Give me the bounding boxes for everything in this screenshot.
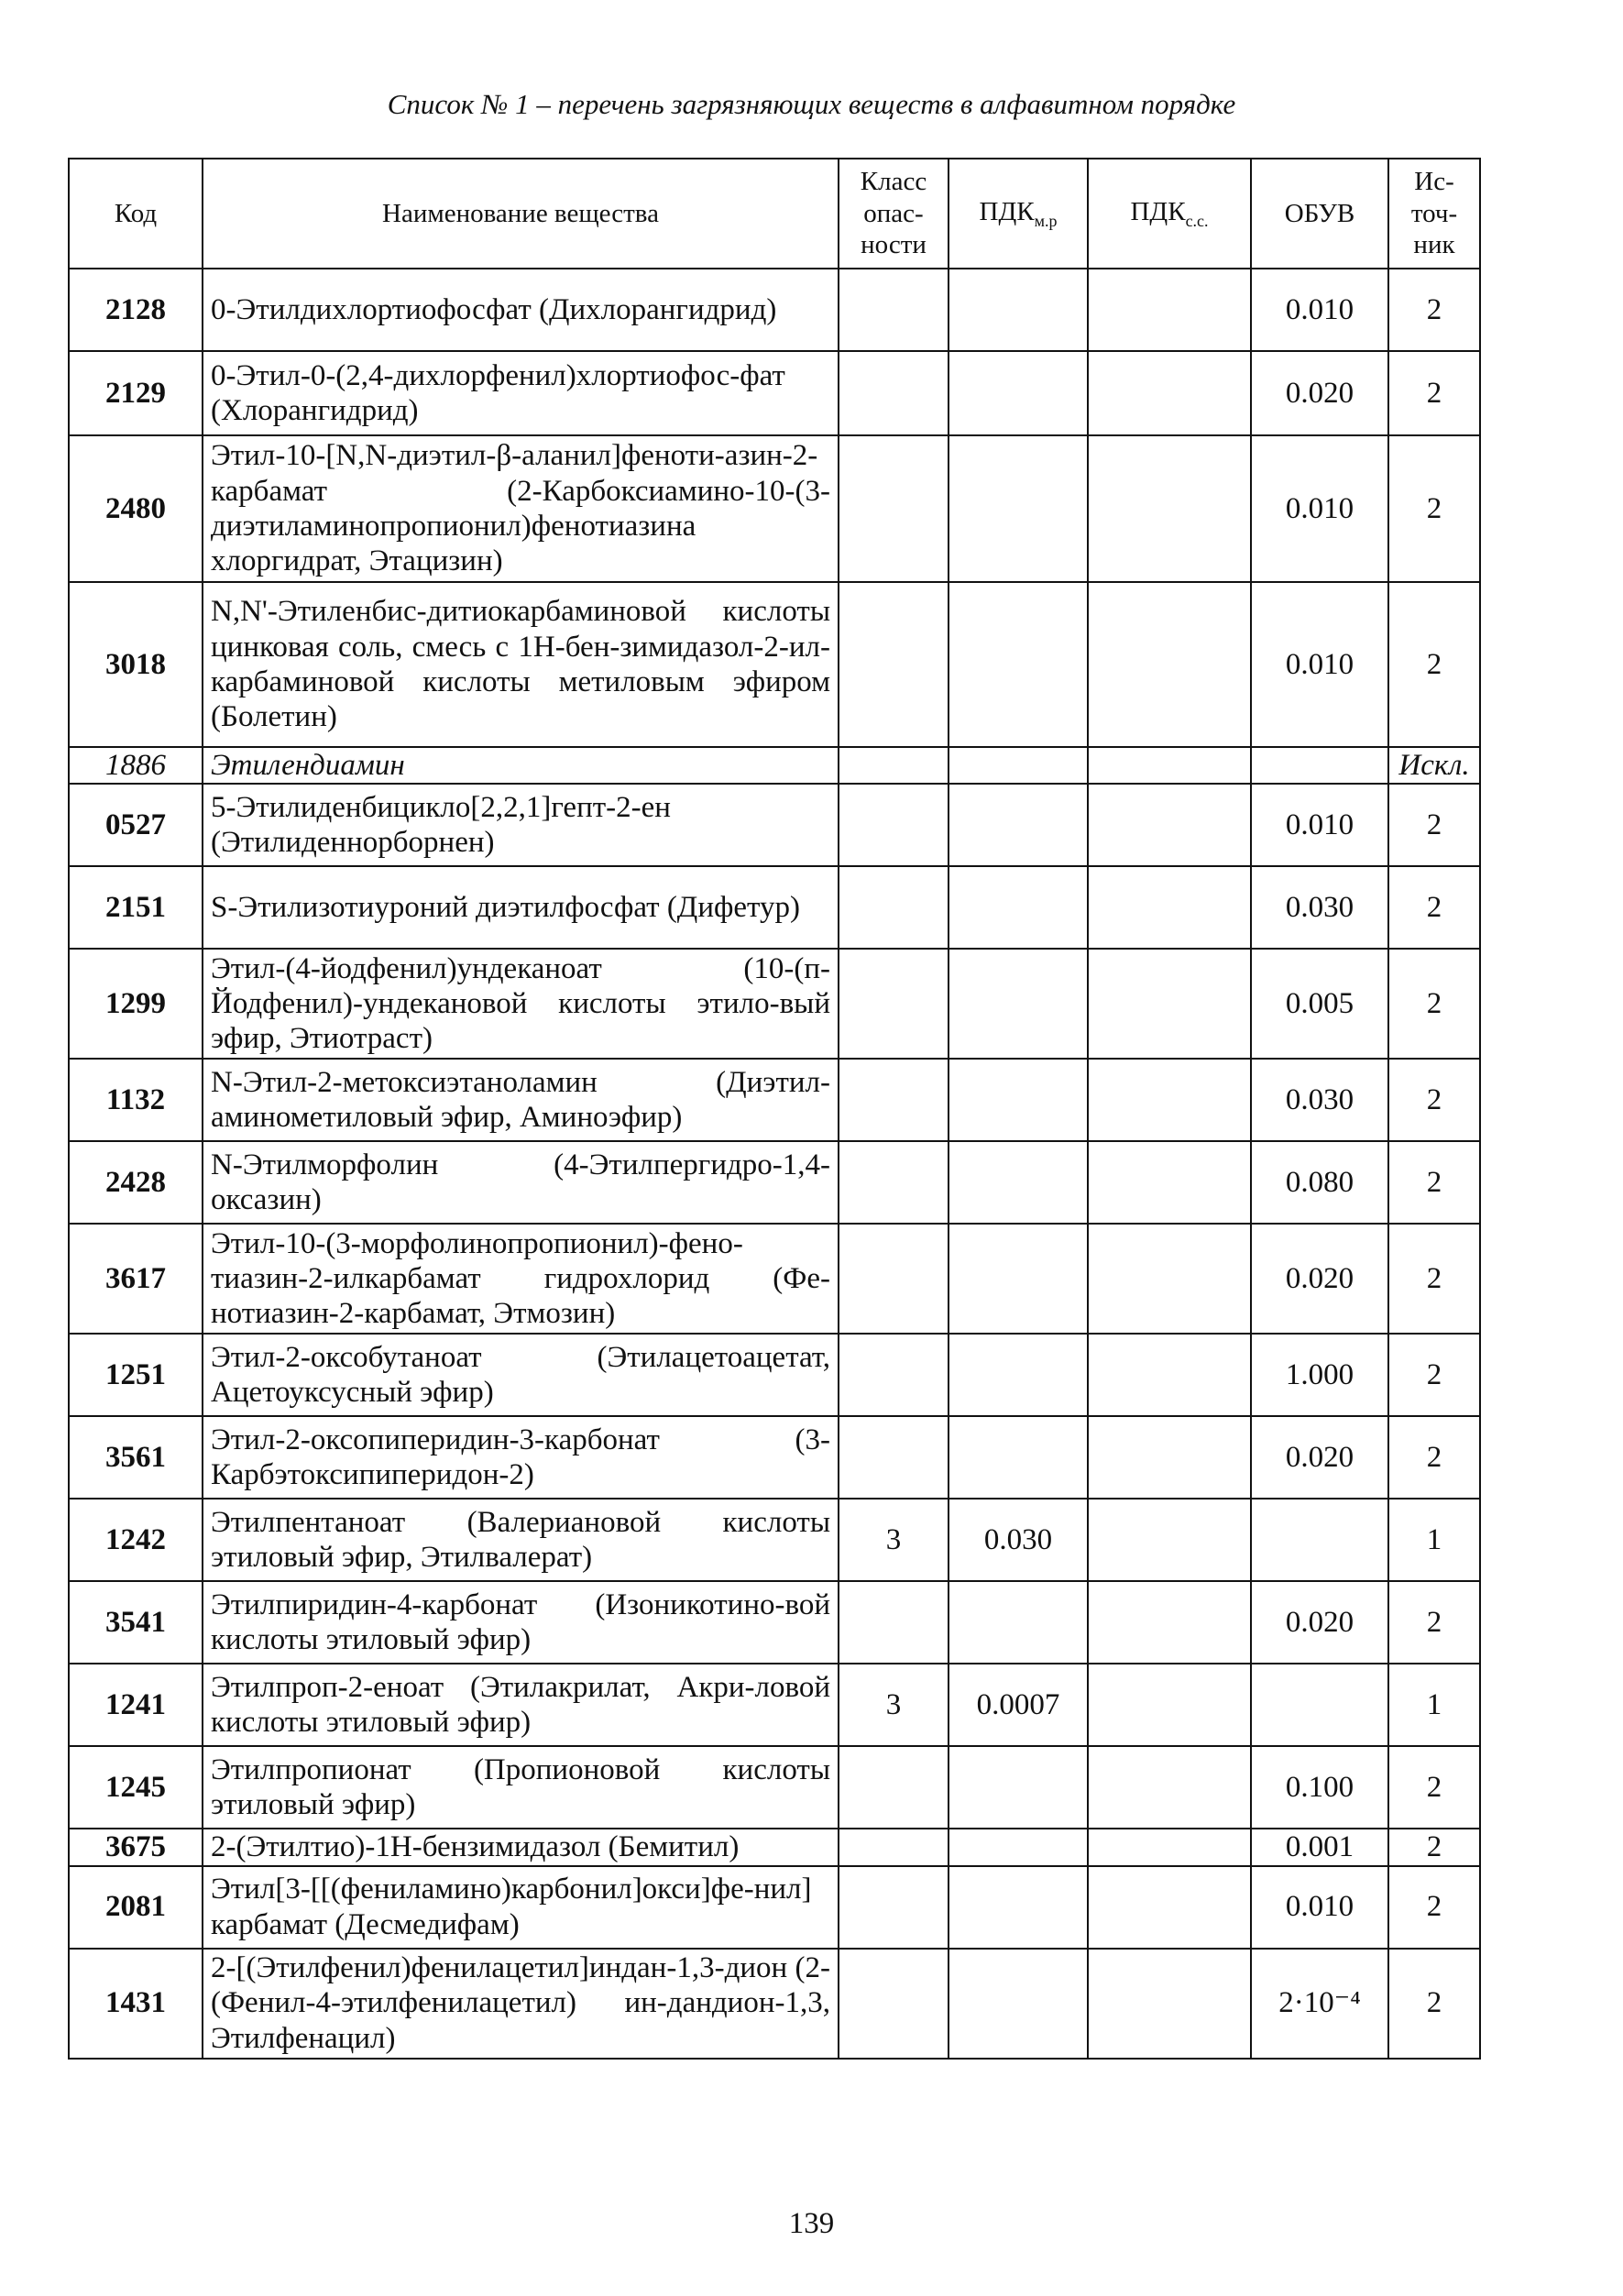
code-cell: 1251 <box>69 1334 203 1416</box>
hazard-class-cell <box>839 1416 949 1499</box>
pdk-mr-cell <box>949 1746 1088 1829</box>
hazard-class-cell: 3 <box>839 1499 949 1581</box>
substance-name-cell: Этил-10-[N,N-диэтил-β-аланил]феноти-азин-2-карбамат (2-Карбоксиамино-10-(3-диэтиламинопропионил)фенотиазина хлоргидрат, Этацизин) <box>203 435 839 582</box>
table-row <box>69 1499 1480 1581</box>
header-pdk-mr-label: ПДК <box>979 196 1035 226</box>
source-cell: 2 <box>1388 1581 1480 1664</box>
hazard-class-cell <box>839 1746 949 1829</box>
obuv-cell: 0.010 <box>1251 269 1388 351</box>
hazard-class-cell <box>839 1949 949 2059</box>
pdk-ss-cell <box>1088 582 1251 747</box>
hazard-class-cell <box>839 1581 949 1664</box>
hazard-class-cell <box>839 866 949 949</box>
header-name: Наименование вещества <box>203 159 839 269</box>
hazard-class-cell <box>839 435 949 582</box>
pdk-ss-cell <box>1088 1059 1251 1141</box>
code-cell: 2428 <box>69 1141 203 1224</box>
pdk-ss-cell <box>1088 1829 1251 1865</box>
table-row <box>69 1416 1480 1499</box>
page-number: 139 <box>788 2207 835 2240</box>
obuv-cell: 0.030 <box>1251 866 1388 949</box>
pdk-ss-cell <box>1088 1416 1251 1499</box>
code-cell: 3018 <box>69 582 203 747</box>
obuv-cell: 1.000 <box>1251 1334 1388 1416</box>
pdk-mr-cell <box>949 747 1088 784</box>
code-cell: 3541 <box>69 1581 203 1664</box>
header-pdk-ss <box>1088 159 1251 269</box>
obuv-cell: 0.030 <box>1251 1059 1388 1141</box>
code-cell: 2480 <box>69 435 203 582</box>
hazard-class-cell: 3 <box>839 1664 949 1746</box>
table-row <box>69 1829 1480 1865</box>
code-cell: 1431 <box>69 1949 203 2059</box>
hazard-class-cell <box>839 1829 949 1865</box>
pdk-ss-cell <box>1088 269 1251 351</box>
pdk-mr-cell: 0.030 <box>949 1499 1088 1581</box>
obuv-cell: 0.010 <box>1251 582 1388 747</box>
substance-name-cell: Этилпропионат (Пропионовой кислоты этиловый эфир) <box>203 1746 839 1829</box>
source-cell: 2 <box>1388 784 1480 866</box>
substance-name-cell: 5-Этилиденбицикло[2,2,1]гепт-2-ен (Этилиденнорборнен) <box>203 784 839 866</box>
source-cell: 2 <box>1388 866 1480 949</box>
table-body <box>69 269 1480 2059</box>
pdk-ss-cell <box>1088 949 1251 1059</box>
obuv-cell: 0.020 <box>1251 1581 1388 1664</box>
pdk-mr-cell <box>949 582 1088 747</box>
hazard-class-cell <box>839 784 949 866</box>
obuv-cell: 0.005 <box>1251 949 1388 1059</box>
substance-name-cell: Этилпроп-2-еноат (Этилакрилат, Акри-ловой кислоты этиловый эфир) <box>203 1664 839 1746</box>
pdk-mr-cell <box>949 1059 1088 1141</box>
pdk-ss-cell <box>1088 1746 1251 1829</box>
page-title: Список № 1 – перечень загрязняющих веществ в алфавитном порядке <box>387 88 1236 120</box>
code-cell: 1886 <box>69 747 203 784</box>
table-row <box>69 582 1480 747</box>
pdk-mr-cell <box>949 435 1088 582</box>
code-cell: 2151 <box>69 866 203 949</box>
substance-name-cell: N-Этилморфолин (4-Этилпергидро-1,4-оксазин) <box>203 1141 839 1224</box>
header-source <box>1388 159 1480 269</box>
pdk-mr-cell <box>949 1829 1088 1865</box>
pdk-ss-cell <box>1088 866 1251 949</box>
obuv-cell <box>1251 1499 1388 1581</box>
pdk-mr-cell <box>949 1949 1088 2059</box>
obuv-cell: 0.100 <box>1251 1746 1388 1829</box>
pdk-mr-cell <box>949 784 1088 866</box>
pdk-ss-cell <box>1088 1664 1251 1746</box>
hazard-class-cell <box>839 582 949 747</box>
code-cell: 1132 <box>69 1059 203 1141</box>
header-pdk-mr <box>949 159 1088 269</box>
hazard-class-cell <box>839 949 949 1059</box>
substance-name-cell: 0-Этил-0-(2,4-дихлорфенил)хлортиофос-фат (Хлорангидрид) <box>203 351 839 435</box>
hazard-class-cell <box>839 1059 949 1141</box>
substance-name-cell: 2-(Этилтио)-1Н-бензимидазол (Бемитил) <box>203 1829 839 1865</box>
obuv-cell: 0.020 <box>1251 351 1388 435</box>
pdk-ss-cell <box>1088 784 1251 866</box>
pdk-mr-cell <box>949 1334 1088 1416</box>
pdk-ss-cell <box>1088 1866 1251 1949</box>
substance-name-cell: 2-[(Этилфенил)фенилацетил]индан-1,3-дион (2-(Фенил-4-этилфенилацетил) ин-дандион-1,3, Этилфенацил) <box>203 1949 839 2059</box>
source-cell: 2 <box>1388 1224 1480 1334</box>
source-cell: 2 <box>1388 269 1480 351</box>
code-cell: 1242 <box>69 1499 203 1581</box>
code-cell: 0527 <box>69 784 203 866</box>
source-cell: 1 <box>1388 1499 1480 1581</box>
pdk-mr-cell <box>949 269 1088 351</box>
code-cell: 1245 <box>69 1746 203 1829</box>
table-row <box>69 1581 1480 1664</box>
source-cell: 2 <box>1388 1141 1480 1224</box>
hazard-class-cell <box>839 269 949 351</box>
hazard-class-cell <box>839 1334 949 1416</box>
obuv-cell: 0.001 <box>1251 1829 1388 1865</box>
source-cell: 2 <box>1388 351 1480 435</box>
header-source-label: Ис-точ-ник <box>1410 166 1458 260</box>
hazard-class-cell <box>839 1141 949 1224</box>
pdk-mr-cell: 0.0007 <box>949 1664 1088 1746</box>
substance-name-cell: Этилендиамин <box>203 747 839 784</box>
pdk-mr-cell <box>949 351 1088 435</box>
table-row <box>69 269 1480 351</box>
source-cell: 2 <box>1388 582 1480 747</box>
table-row <box>69 1059 1480 1141</box>
table-row <box>69 1224 1480 1334</box>
pdk-ss-cell <box>1088 747 1251 784</box>
pdk-mr-cell <box>949 1581 1088 1664</box>
substance-name-cell: Этил-10-(3-морфолинопропионил)-фено-тиазин-2-илкарбамат гидрохлорид (Фе-нотиазин-2-карбамат, Этмозин) <box>203 1224 839 1334</box>
substance-name-cell: Этил-(4-йодфенил)ундеканоат (10-(п-Йодфенил)-ундекановой кислоты этило-вый эфир, Этиотраст) <box>203 949 839 1059</box>
header-class-label: Класс опас-ности <box>860 166 927 260</box>
substance-name-cell: N,N'-Этиленбис-дитиокарбаминовой кислоты цинковая соль, смесь с 1Н-бен-зимидазол-2-ил-карбаминовой кислоты метиловым эфиром (Болетин) <box>203 582 839 747</box>
pdk-mr-cell <box>949 1141 1088 1224</box>
table-row <box>69 1746 1480 1829</box>
source-cell: 2 <box>1388 1334 1480 1416</box>
substance-name-cell: N-Этил-2-метоксиэтаноламин (Диэтил-аминометиловый эфир, Аминоэфир) <box>203 1059 839 1141</box>
table-row <box>69 1664 1480 1746</box>
obuv-cell: 0.080 <box>1251 1141 1388 1224</box>
code-cell: 2128 <box>69 269 203 351</box>
table-row <box>69 1141 1480 1224</box>
obuv-cell: 0.020 <box>1251 1224 1388 1334</box>
code-cell: 3561 <box>69 1416 203 1499</box>
table-row <box>69 435 1480 582</box>
table-row <box>69 1334 1480 1416</box>
header-pdk-mr-sub: м.р <box>1034 211 1058 230</box>
code-cell: 2081 <box>69 1866 203 1949</box>
header-obuv: ОБУВ <box>1251 159 1388 269</box>
obuv-cell <box>1251 747 1388 784</box>
code-cell: 2129 <box>69 351 203 435</box>
hazard-class-cell <box>839 747 949 784</box>
pdk-mr-cell <box>949 1416 1088 1499</box>
source-cell: 2 <box>1388 1416 1480 1499</box>
source-cell: 2 <box>1388 435 1480 582</box>
substance-name-cell: Этил-2-оксобутаноат (Этилацетоацетат, Ацетоуксусный эфир) <box>203 1334 839 1416</box>
table-row <box>69 866 1480 949</box>
source-cell: 2 <box>1388 1059 1480 1141</box>
pdk-ss-cell <box>1088 1581 1251 1664</box>
obuv-cell: 2·10⁻⁴ <box>1251 1949 1388 2059</box>
source-cell: 2 <box>1388 1866 1480 1949</box>
source-cell: 2 <box>1388 949 1480 1059</box>
table-row <box>69 1866 1480 1949</box>
pdk-mr-cell <box>949 1224 1088 1334</box>
substance-name-cell: 0-Этилдихлортиофосфат (Дихлорангидрид) <box>203 269 839 351</box>
table-row <box>69 747 1480 784</box>
pdk-ss-cell <box>1088 351 1251 435</box>
source-cell: 2 <box>1388 1746 1480 1829</box>
code-cell: 3675 <box>69 1829 203 1865</box>
source-cell: Искл. <box>1388 747 1480 784</box>
hazard-class-cell <box>839 1224 949 1334</box>
table-row <box>69 1949 1480 2059</box>
pdk-mr-cell <box>949 866 1088 949</box>
pdk-ss-cell <box>1088 1224 1251 1334</box>
header-pdk-ss-sub: с.с. <box>1185 211 1209 230</box>
code-cell: 1241 <box>69 1664 203 1746</box>
table-row <box>69 949 1480 1059</box>
substance-name-cell: Этил[3-[[(фениламино)карбонил]окси]фе-нил] карбамат (Десмедифам) <box>203 1866 839 1949</box>
table-row <box>69 351 1480 435</box>
substance-name-cell: Этилпентаноат (Валериановой кислоты этиловый эфир, Этилвалерат) <box>203 1499 839 1581</box>
header-code: Код <box>69 159 203 269</box>
substance-name-cell: Этилпиридин-4-карбонат (Изоникотино-вой кислоты этиловый эфир) <box>203 1581 839 1664</box>
pdk-mr-cell <box>949 1866 1088 1949</box>
pdk-ss-cell <box>1088 1499 1251 1581</box>
pdk-ss-cell <box>1088 1949 1251 2059</box>
obuv-cell <box>1251 1664 1388 1746</box>
obuv-cell: 0.020 <box>1251 1416 1388 1499</box>
obuv-cell: 0.010 <box>1251 435 1388 582</box>
code-cell: 3617 <box>69 1224 203 1334</box>
hazard-class-cell <box>839 1866 949 1949</box>
header-pdk-ss-label: ПДК <box>1130 196 1186 226</box>
source-cell: 1 <box>1388 1664 1480 1746</box>
header-class <box>839 159 949 269</box>
substance-name-cell: Этил-2-оксопиперидин-3-карбонат (3-Карбэтоксипиперидон-2) <box>203 1416 839 1499</box>
source-cell: 2 <box>1388 1829 1480 1865</box>
obuv-cell: 0.010 <box>1251 784 1388 866</box>
pdk-mr-cell <box>949 949 1088 1059</box>
substances-table <box>68 158 1481 2060</box>
table-header-row <box>69 159 1480 269</box>
pdk-ss-cell <box>1088 1334 1251 1416</box>
pdk-ss-cell <box>1088 435 1251 582</box>
source-cell: 2 <box>1388 1949 1480 2059</box>
code-cell: 1299 <box>69 949 203 1059</box>
substance-name-cell: S-Этилизотиуроний диэтилфосфат (Дифетур) <box>203 866 839 949</box>
table-row <box>69 784 1480 866</box>
obuv-cell: 0.010 <box>1251 1866 1388 1949</box>
pdk-ss-cell <box>1088 1141 1251 1224</box>
hazard-class-cell <box>839 351 949 435</box>
